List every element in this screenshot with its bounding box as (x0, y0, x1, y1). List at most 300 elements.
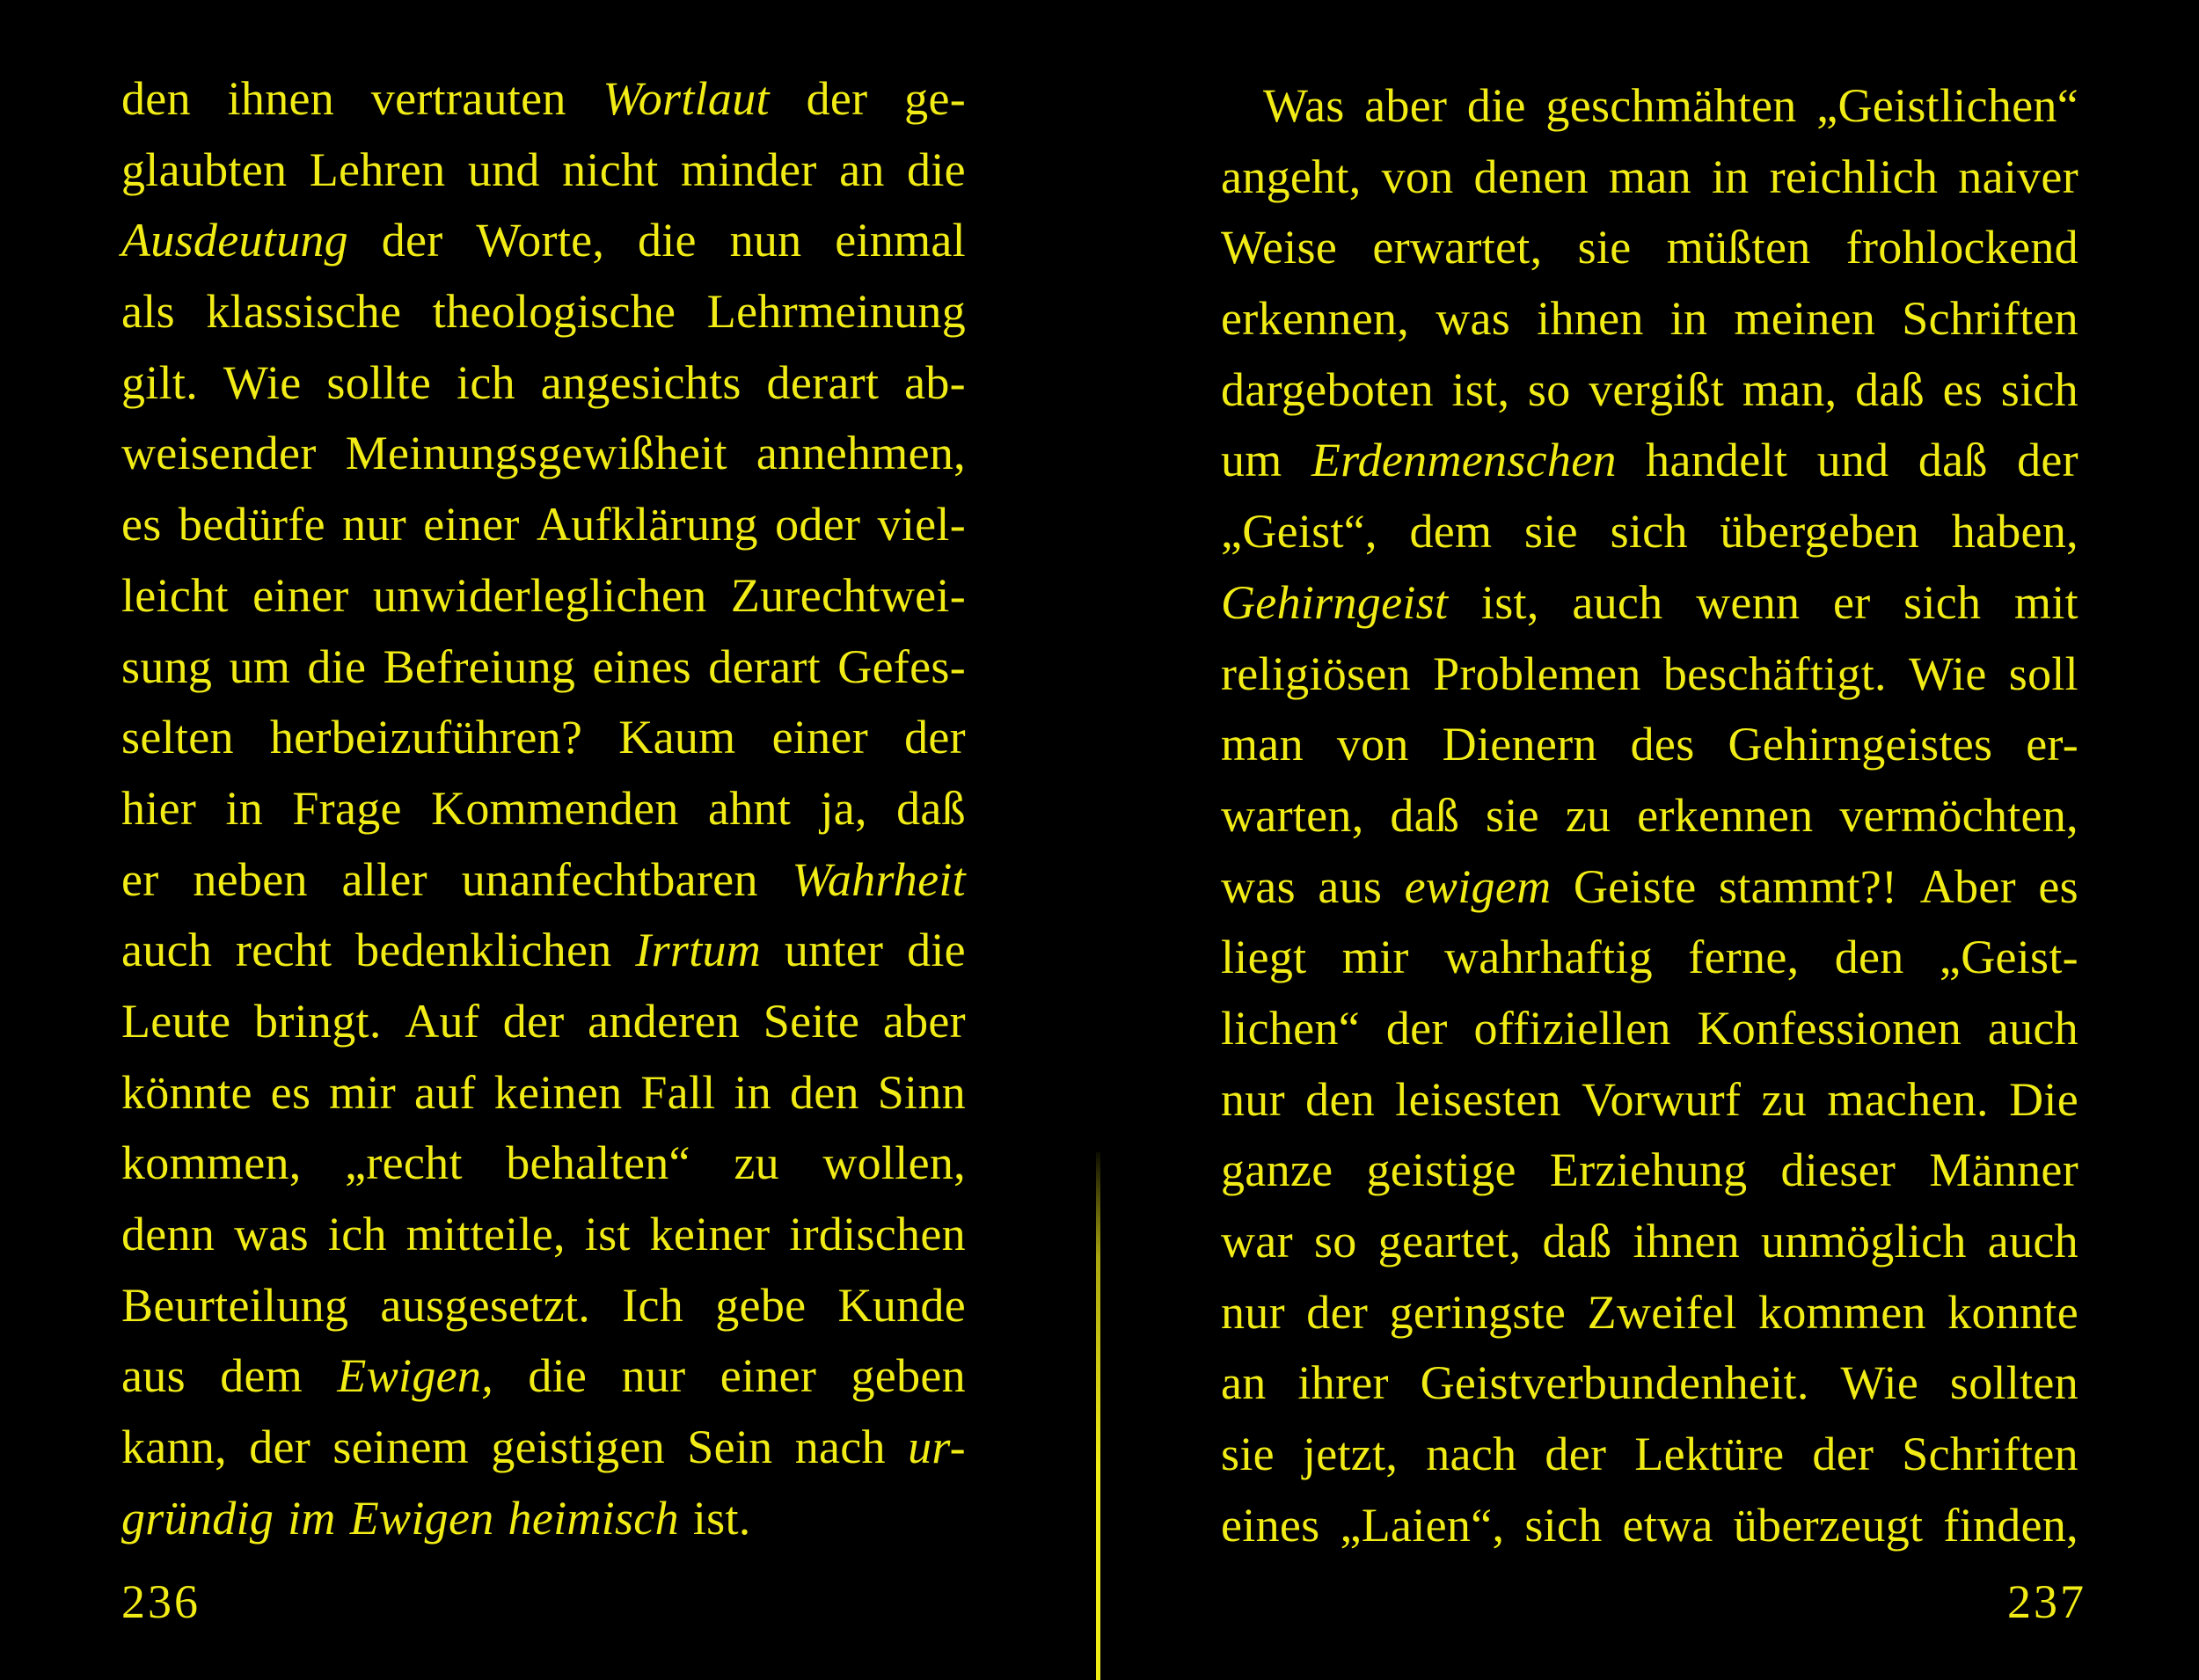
word: der (1545, 1428, 1607, 1481)
word: Ich (622, 1278, 684, 1332)
word: finden, (1943, 1498, 2078, 1552)
word: gebe (715, 1278, 807, 1332)
word: Lehren (309, 142, 446, 196)
text-line (121, 632, 966, 703)
word: und (1816, 434, 1889, 487)
word: ewigem (1404, 859, 1552, 913)
word: beschäftigt. (1662, 646, 1887, 700)
word: was (234, 1208, 309, 1260)
word: ihnen (1537, 292, 1644, 346)
word: Kunde (837, 1278, 966, 1332)
word: der (1385, 1001, 1448, 1055)
word: warten, (1221, 788, 1364, 842)
word: der (249, 1421, 311, 1474)
word: Konfessionen (1697, 1001, 1962, 1055)
word: die (907, 142, 966, 196)
word: naiver (1958, 150, 2078, 203)
word: machen. (1827, 1072, 1989, 1126)
word: aber (882, 994, 966, 1048)
word: Was (1263, 79, 1345, 132)
word: frohlockend (1845, 221, 2078, 274)
text-line (1221, 851, 2078, 923)
word: ferne, (1688, 931, 1800, 984)
word: daß (1542, 1215, 1612, 1267)
text-line (1221, 1419, 2078, 1490)
word: sich (1610, 505, 1688, 559)
word: Worte, (476, 214, 605, 267)
word: sie (1486, 788, 1539, 842)
word: aus (121, 1349, 186, 1403)
word: Lehrmeinung (706, 285, 966, 339)
word: angeht, (1221, 150, 1362, 203)
word: liegt (1221, 931, 1307, 984)
word: sich (1903, 575, 1982, 629)
word: Ausdeutung (121, 214, 348, 267)
word: Die (2009, 1072, 2078, 1126)
word: glaubten (121, 142, 288, 196)
word: Befreiung (383, 639, 576, 693)
word: es (270, 1065, 311, 1119)
text-line (1221, 1064, 2078, 1136)
word: Zweifel (1587, 1285, 1737, 1339)
word: handelt (1646, 434, 1788, 487)
word: hier (121, 781, 197, 835)
word: die (637, 214, 697, 267)
word: Ewigen, (337, 1349, 493, 1403)
word: der (1306, 1285, 1369, 1339)
word: Wie (1908, 646, 1987, 700)
word: unwiderleglichen (372, 568, 707, 622)
text-line (121, 347, 966, 419)
word: Geiste (1573, 859, 1697, 913)
word: oder (775, 498, 861, 551)
word: müßten (1666, 221, 1811, 274)
word: Sein (687, 1421, 773, 1474)
word: kommen, (121, 1136, 302, 1190)
word: Wortlaut (603, 72, 770, 125)
word: ist, (1480, 575, 1539, 629)
word: reichlich (1769, 150, 1939, 203)
word: er (1832, 575, 1871, 629)
text-line (1221, 639, 2078, 710)
word: ihrer (1297, 1356, 1389, 1410)
word: als (121, 285, 175, 339)
word: auch (1572, 575, 1663, 629)
word: im (288, 1491, 336, 1545)
word: nach (1426, 1428, 1517, 1481)
word: behalten“ (506, 1136, 690, 1190)
word: in (1669, 292, 1708, 346)
word: zu (734, 1136, 779, 1190)
word: derart (708, 639, 821, 693)
word: an (1221, 1356, 1267, 1410)
word: zu (1761, 1072, 1808, 1126)
word: wahrhaftig (1444, 931, 1653, 984)
text-line (1221, 709, 2078, 780)
word: seinem (332, 1421, 470, 1474)
word: Gefes- (837, 639, 966, 693)
word: auch (1987, 1001, 2078, 1055)
word: nur (342, 498, 406, 551)
word: einer (720, 1349, 817, 1403)
word: ab- (904, 355, 966, 409)
word: Irrtum (635, 924, 762, 977)
word: Wie (223, 355, 302, 409)
word: überzeugt (1733, 1498, 1924, 1552)
word: auch (121, 924, 213, 977)
word: aber (1364, 79, 1448, 132)
text-line (121, 1057, 966, 1129)
word: vergißt (1589, 362, 1725, 416)
word: den (789, 1065, 859, 1119)
word: jetzt, (1302, 1428, 1399, 1481)
word: geben (851, 1349, 966, 1403)
word: Leute (121, 994, 231, 1048)
word: nach (794, 1421, 886, 1474)
word: offiziellen (1473, 1001, 1671, 1055)
word: nicht (562, 142, 659, 196)
word: mir (329, 1065, 397, 1119)
word: der (502, 994, 565, 1048)
text-line (121, 276, 966, 347)
word: geschmähten (1545, 79, 1797, 132)
word: so (1313, 1215, 1357, 1267)
word: konnte (1947, 1285, 2078, 1339)
word: ur- (908, 1421, 966, 1474)
word: aller (341, 852, 427, 906)
word: bedürfe (178, 498, 325, 551)
word: ganze (1221, 1143, 1333, 1197)
word: Männer (1929, 1143, 2078, 1197)
text-line (1221, 567, 2078, 639)
word: der (381, 214, 443, 267)
word: um (229, 639, 291, 693)
word: von (1336, 718, 1409, 771)
word: zu (1565, 788, 1611, 842)
word: war (1221, 1215, 1293, 1267)
word: sich (2000, 362, 2078, 416)
word: dargeboten (1221, 362, 1434, 416)
word: „Laien“, (1340, 1498, 1505, 1552)
word: die (1466, 79, 1526, 132)
word: sie (1524, 505, 1578, 559)
word: könnte (121, 1065, 252, 1119)
word: viel- (877, 498, 966, 551)
text-line (121, 844, 966, 916)
word: mit (2014, 575, 2078, 629)
word: geartet, (1377, 1215, 1522, 1267)
text-line (121, 489, 966, 560)
word: unter (784, 924, 884, 977)
word: daß (1855, 362, 1925, 416)
word: ich (457, 355, 515, 409)
word: religiösen (1221, 646, 1411, 700)
word: herbeizuführen? (269, 711, 583, 764)
word: die (307, 639, 367, 693)
word: der (904, 711, 966, 764)
text-line (121, 1412, 966, 1483)
text-line (121, 1270, 966, 1341)
text-line (121, 1199, 966, 1270)
word: nun (729, 214, 802, 267)
word: Schriften (1902, 292, 2078, 346)
word: die (528, 1349, 588, 1403)
word: dieser (1780, 1143, 1896, 1197)
word: ge- (904, 72, 966, 125)
word: wollen, (822, 1136, 966, 1190)
right-page (1100, 0, 2199, 1680)
word: Aufklärung (536, 498, 758, 551)
word: an (839, 142, 885, 196)
word: einer (771, 711, 868, 764)
word: Seite (763, 994, 860, 1048)
word: Erziehung (1549, 1143, 1748, 1197)
word: Problemen (1433, 646, 1641, 700)
text-line (121, 1128, 966, 1199)
word: gilt. (121, 355, 199, 409)
word: sie (1221, 1428, 1275, 1481)
word: lichen“ (1221, 1001, 1361, 1055)
word: gründig (121, 1491, 274, 1545)
word: etwa (1622, 1498, 1713, 1552)
word: vertrauten (370, 72, 566, 125)
text-line (1221, 922, 2078, 993)
text-line (121, 915, 966, 986)
text-line (1221, 70, 2078, 142)
word: heimisch (508, 1491, 679, 1545)
word: Aber (1919, 859, 2016, 913)
word: es (121, 498, 162, 551)
word: neben (193, 852, 308, 906)
word: man (1609, 150, 1691, 203)
word: ihnen (1633, 1215, 1740, 1267)
word: Schriften (1902, 1428, 2078, 1481)
word: dem (1409, 505, 1493, 559)
text-line (1221, 1206, 2078, 1277)
word: Wahrheit (792, 852, 966, 906)
word: irdischen (789, 1208, 966, 1260)
word: übergeben (1720, 505, 1920, 559)
word: Meinungsgewißheit (345, 427, 727, 480)
text-line (1221, 1135, 2078, 1206)
word: ich (327, 1208, 387, 1260)
text-line (121, 986, 966, 1057)
text-line (1221, 142, 2078, 213)
word: daß (896, 781, 966, 835)
word: von (1381, 150, 1454, 203)
word: Wie (1840, 1356, 1919, 1410)
word: derart (766, 355, 880, 409)
word: Lektüre (1634, 1428, 1785, 1481)
word: einer (252, 568, 349, 622)
word: theologische (432, 285, 676, 339)
word: sung (121, 639, 213, 693)
word: eines (592, 639, 691, 693)
word: recht (235, 924, 332, 977)
word: leicht (121, 568, 229, 622)
word: daß (1918, 434, 1988, 487)
word: geistigen (491, 1421, 666, 1474)
word: in (734, 1065, 772, 1119)
word: nur (1221, 1285, 1285, 1339)
text-line (1221, 1490, 2078, 1561)
word: Dienern (1442, 718, 1597, 771)
text-line (121, 418, 966, 489)
word: ihnen (227, 72, 335, 125)
word: stammt?! (1719, 859, 1898, 913)
word: weisender (121, 427, 317, 480)
word: unmöglich (1761, 1215, 1967, 1267)
word: er- (2026, 718, 2078, 771)
word: so (1527, 362, 1571, 416)
word: haben, (1951, 505, 2078, 559)
text-line (1221, 354, 2078, 426)
text-line (121, 773, 966, 844)
word: Kaum (618, 711, 736, 764)
word: meinen (1734, 292, 1876, 346)
word: in (1711, 150, 1750, 203)
word: erwartet, (1372, 221, 1543, 274)
word: mitteile, (405, 1208, 566, 1260)
word: Gehirngeist (1221, 575, 1449, 629)
left-page-number: 236 (121, 1575, 201, 1628)
word: der (1812, 1428, 1874, 1481)
text-line (121, 135, 966, 206)
word: sich (1524, 1498, 1603, 1552)
word: den (121, 72, 191, 125)
word: ist. (692, 1491, 751, 1545)
text-line (121, 1340, 966, 1412)
left-page-text (121, 63, 966, 1553)
word: mir (1341, 931, 1409, 984)
word: Zurechtwei- (730, 568, 966, 622)
word: geistige (1366, 1143, 1516, 1197)
word: kommen (1758, 1285, 1926, 1339)
word: sie (1577, 221, 1632, 274)
text-line (1221, 496, 2078, 567)
word: um (1221, 434, 1282, 487)
word: Gehirngeistes (1728, 718, 1993, 771)
word: der (2017, 434, 2078, 487)
word: „recht (345, 1136, 463, 1190)
word: klassische (206, 285, 402, 339)
text-line (1221, 283, 2078, 354)
right-page-text (1221, 70, 2078, 1560)
word: keiner (649, 1208, 771, 1260)
word: denn (121, 1208, 216, 1260)
word: keinen (493, 1065, 623, 1119)
word: es (1942, 362, 1983, 416)
word: Frage (292, 781, 402, 835)
text-line (121, 1483, 966, 1554)
word: was (1221, 859, 1296, 913)
word: des (1630, 718, 1695, 771)
word: „Geistlichen“ (1816, 79, 2078, 132)
text-line (1221, 212, 2078, 283)
word: Ewigen (349, 1491, 494, 1545)
word: angesichts (540, 355, 742, 409)
word: man (1221, 718, 1304, 771)
text-line (1221, 1348, 2078, 1419)
word: in (225, 781, 264, 835)
word: auf (413, 1065, 476, 1119)
word: „Geist“, (1221, 505, 1377, 559)
word: nur (621, 1349, 686, 1403)
word: vermöchten, (1839, 788, 2078, 842)
word: Weise (1221, 221, 1338, 274)
word: auch (1987, 1215, 2078, 1267)
text-line (1221, 425, 2078, 496)
word: man, (1742, 362, 1837, 416)
word: es (2038, 859, 2078, 913)
word: sollten (1949, 1356, 2078, 1410)
word: ahnt (707, 781, 792, 835)
word: soll (2008, 646, 2078, 700)
word: kann, (121, 1421, 227, 1474)
word: was (1436, 292, 1511, 346)
word: die (907, 924, 966, 977)
word: „Geist- (1939, 931, 2078, 984)
word: bedenklichen (355, 924, 612, 977)
word: der (806, 72, 868, 125)
word: einmal (835, 214, 966, 267)
text-line (1221, 993, 2078, 1064)
word: unanfechtbaren (461, 852, 758, 906)
word: selten (121, 711, 234, 764)
word: dem (220, 1349, 303, 1403)
word: Erdenmenschen (1311, 434, 1617, 487)
word: leisesten (1395, 1072, 1561, 1126)
word: ist, (1451, 362, 1510, 416)
word: erkennen, (1221, 292, 1410, 346)
word: Sinn (877, 1065, 966, 1119)
word: wenn (1696, 575, 1801, 629)
text-line (1221, 780, 2078, 851)
word: den (1834, 931, 1904, 984)
word: daß (1390, 788, 1460, 842)
word: Geistverbundenheit. (1420, 1356, 1809, 1410)
text-line (121, 63, 966, 135)
word: Beurteilung (121, 1278, 349, 1332)
word: Vorwurf (1582, 1072, 1742, 1126)
word: anderen (588, 994, 741, 1048)
word: Kommenden (431, 781, 679, 835)
word: minder (680, 142, 817, 196)
right-page-number: 237 (2007, 1575, 2086, 1628)
word: geringste (1389, 1285, 1567, 1339)
word: er (121, 852, 159, 906)
word: ausgesetzt. (380, 1278, 591, 1332)
word: denen (1473, 150, 1589, 203)
word: den (1305, 1072, 1376, 1126)
word: Fall (640, 1065, 716, 1119)
text-line (121, 560, 966, 632)
word: erkennen (1637, 788, 1814, 842)
word: nur (1221, 1072, 1285, 1126)
word: aus (1318, 859, 1383, 913)
word: ist (584, 1208, 631, 1260)
word: eines (1221, 1498, 1320, 1552)
word: Auf (405, 994, 480, 1048)
word: ja, (820, 781, 867, 835)
text-line (121, 702, 966, 773)
word: sollte (326, 355, 432, 409)
text-line (1221, 1277, 2078, 1348)
word: und (467, 142, 540, 196)
word: bringt. (254, 994, 382, 1048)
word: annehmen, (756, 427, 966, 480)
word: einer (423, 498, 520, 551)
